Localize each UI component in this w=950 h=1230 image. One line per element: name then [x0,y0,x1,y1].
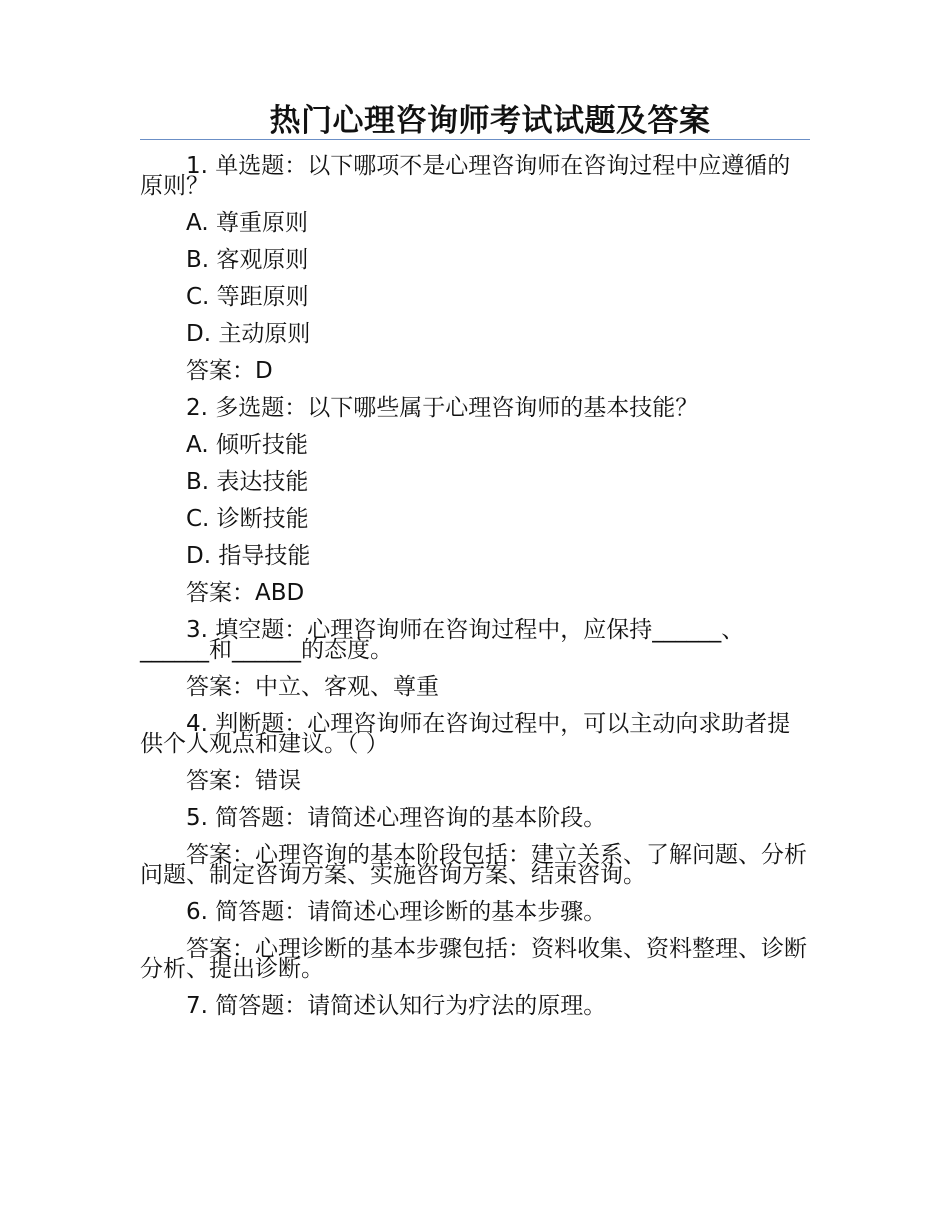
title-underline [140,139,810,140]
document-title: 热门心理咨询师考试试题及答案 [269,103,711,139]
question-4: 4. 判断题：心理咨询师在咨询过程中，可以主动向求助者提供个人观点和建议。（ ） [140,711,791,757]
option-c: C. 等距原则 [186,284,309,310]
question-3: 3. 填空题：心理咨询师在咨询过程中，应保持______、______和______的态度。 [140,617,745,663]
question-2: 2. 多选题：以下哪些属于心理咨询师的基本技能？ [186,395,699,421]
option-b: B. 客观原则 [186,247,309,273]
option-b: B. 表达技能 [186,469,309,495]
answer-1: 答案：D [186,358,273,384]
option-d: D. 指导技能 [186,543,311,569]
question-1: 1. 单选题：以下哪项不是心理咨询师在咨询过程中应遵循的原则？ [140,153,791,199]
document-body [140,153,810,1019]
question-7: 7. 简答题：请简述认知行为疗法的原理。 [186,993,607,1019]
option-c: C. 诊断技能 [186,506,309,532]
answer-5: 答案：心理咨询的基本阶段包括：建立关系、了解问题、分析问题、制定咨询方案、实施咨询方案、结束咨询。 [140,842,807,888]
option-a: A. 倾听技能 [186,432,308,458]
answer-3: 答案：中立、客观、尊重 [186,674,439,700]
option-a: A. 尊重原则 [186,210,308,236]
answer-4: 答案：错误 [186,768,301,794]
question-5: 5. 简答题：请简述心理咨询的基本阶段。 [186,805,607,831]
option-d: D. 主动原则 [186,321,311,347]
question-6: 6. 简答题：请简述心理诊断的基本步骤。 [186,899,607,925]
answer-2: 答案：ABD [186,580,305,606]
answer-6: 答案：心理诊断的基本步骤包括：资料收集、资料整理、诊断分析、提出诊断。 [140,936,807,982]
